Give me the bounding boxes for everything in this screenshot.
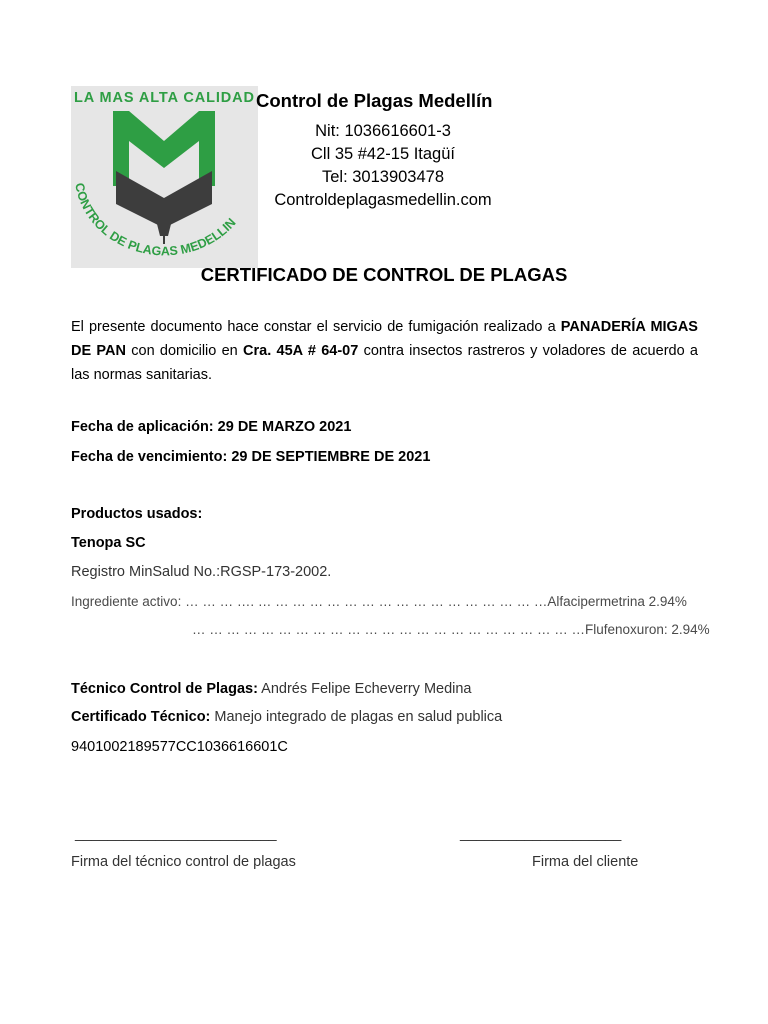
- technician-row: [71, 681, 472, 697]
- technician-signature-label: Firma del técnico control de plagas: [71, 854, 296, 870]
- ingredient-label: Ingrediente activo:: [71, 594, 186, 609]
- company-phone: Tel: 3013903478: [321, 168, 445, 186]
- ingredient-2: Flufenoxuron: 2.94%: [585, 622, 710, 637]
- logo-arc-text: CONTROL DE PLAGAS MEDELLIN: [72, 181, 239, 259]
- intro-text-2: con domicilio en: [125, 343, 244, 359]
- ingredient-1: Alfacipermetrina 2.94%: [547, 594, 687, 609]
- ingredient-dots-2: … … … … … … … … … … … … … … … … … … … … … … …: [192, 622, 586, 637]
- ingredient-dots-1: … … … …. … … … … … … … … … … … … … … … … …: [185, 594, 548, 609]
- client-address: Cra. 45A # 64-07: [243, 343, 359, 359]
- technical-cert-label: Certificado Técnico:: [71, 709, 211, 725]
- client-signature-label: Firma del cliente: [532, 854, 639, 870]
- logo-top-text: LA MAS ALTA CALIDAD: [74, 90, 254, 106]
- active-ingredient-row-1: [71, 594, 687, 609]
- company-name: Control de Plagas Medellín: [256, 90, 493, 111]
- technician-name: Andrés Felipe Echeverry Medina: [257, 681, 472, 697]
- client-name: PANADERÍA MIGAS DE PAN: [71, 319, 698, 359]
- application-date: Fecha de aplicación: 29 DE MARZO 2021: [71, 419, 352, 435]
- company-address: Cll 35 #42-15 Itagüí: [310, 145, 455, 163]
- company-nit: Nit: 1036616601-3: [315, 122, 451, 140]
- active-ingredient-row-2: [192, 622, 710, 637]
- certificate-title: CERTIFICADO DE CONTROL DE PLAGAS: [200, 264, 568, 285]
- products-heading: Productos usados:: [71, 506, 203, 522]
- technical-cert-row: [71, 709, 502, 725]
- technical-cert-value: Manejo integrado de plagas en salud publica: [210, 709, 503, 725]
- company-website: Controldeplagasmedellin.com: [274, 191, 492, 209]
- product-name: Tenopa SC: [71, 535, 146, 551]
- technician-signature-line: _________________________: [75, 826, 277, 842]
- product-registry: Registro MinSalud No.:RGSP-173-2002.: [71, 564, 332, 580]
- certificate-code: 9401002189577CC1036616601C: [71, 739, 288, 755]
- expiry-date: Fecha de vencimiento: 29 DE SEPTIEMBRE DE 2021: [71, 449, 431, 465]
- client-signature-line: ____________________: [460, 826, 622, 842]
- company-logo: [71, 86, 258, 268]
- intro-paragraph: [71, 315, 698, 387]
- intro-text-3: contra insectos rastreros y voladores de acuerdo a las normas sanitarias.: [71, 343, 698, 383]
- technician-label: Técnico Control de Plagas:: [71, 681, 258, 697]
- intro-text-1: El presente documento hace constar el servicio de fumigación realizado a: [71, 319, 561, 335]
